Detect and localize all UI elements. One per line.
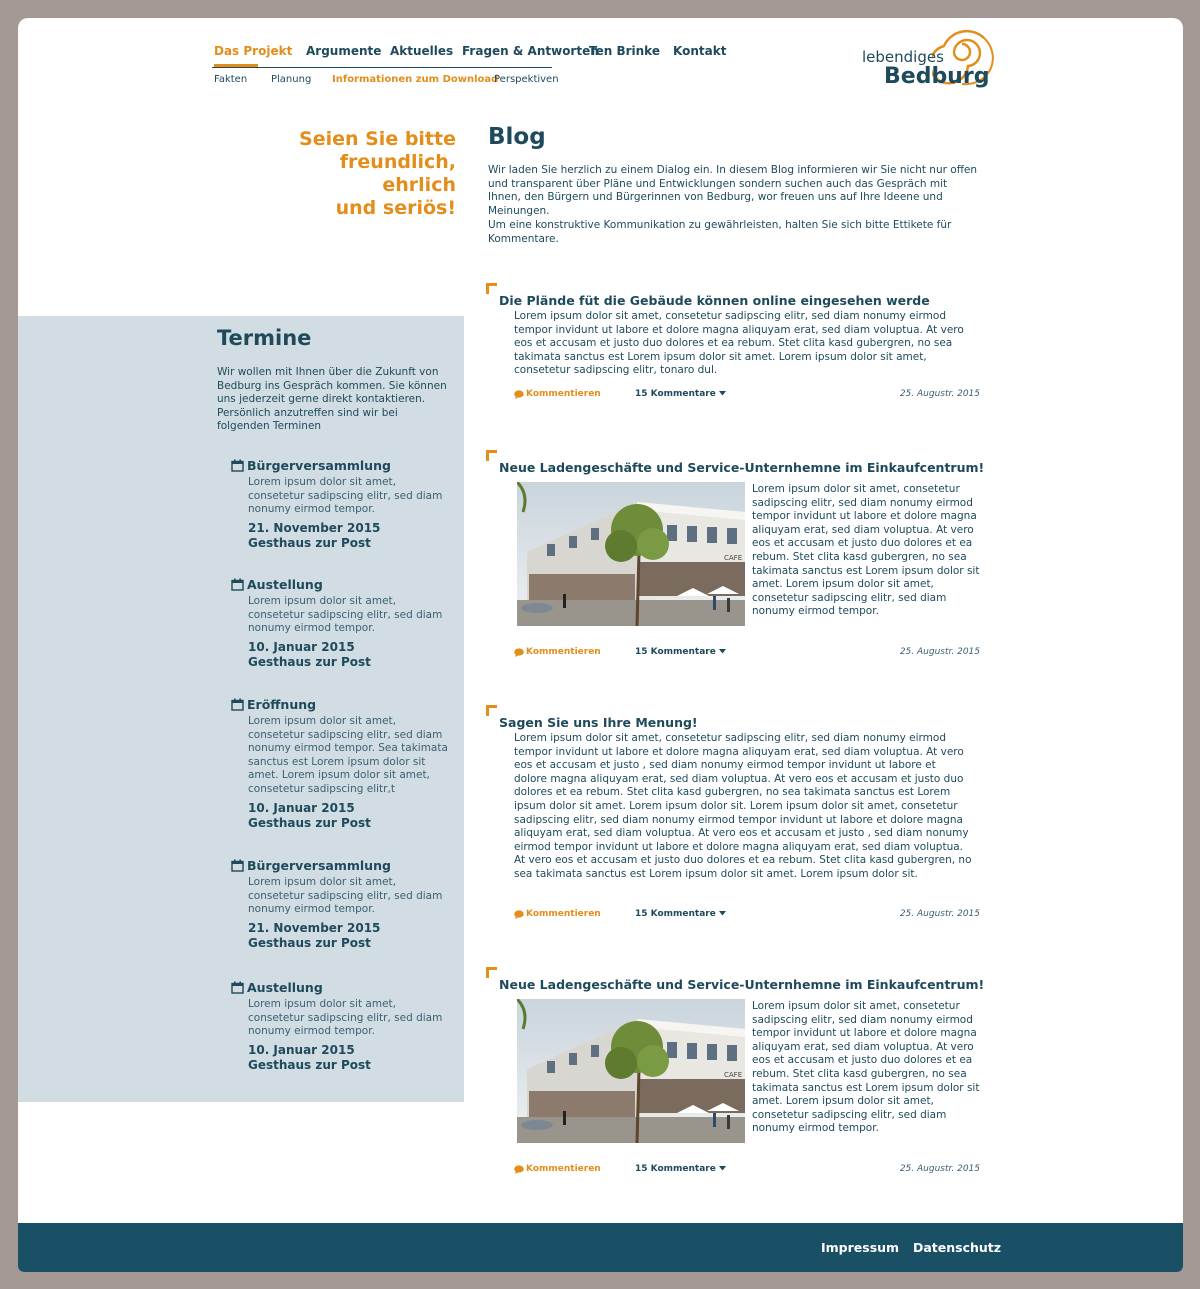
slogan-line: freundlich, bbox=[339, 151, 456, 173]
page-frame bbox=[18, 18, 1183, 1272]
blog-intro-paragraph: Um eine konstruktive Kommunikation zu gewährleisten, halten Sie sich bitte Ettikete für Kommentare. bbox=[488, 218, 952, 245]
comment-count-dropdown[interactable] bbox=[635, 909, 726, 919]
nav-item-fragen-antworten[interactable]: Fragen & Antworten bbox=[462, 44, 599, 58]
nav-item-ten-brinke[interactable]: Ten Brinke bbox=[589, 44, 660, 58]
event-description: Lorem ipsum dolor sit amet, consetetur sadipscing elitr, sed diam nonumy eirmod tempor. Sea takimata sanctus est Lorem ipsum dolor sit amet. Lorem ipsum dolor sit amet, consetetur sadipscing elitr,t bbox=[248, 715, 448, 795]
comment-count: 15 Kommentare bbox=[635, 647, 716, 657]
post-date: 25. Augustr. 2015 bbox=[899, 909, 980, 919]
event-header bbox=[231, 458, 453, 473]
event-date: 21. November 2015 bbox=[248, 920, 381, 935]
event-header bbox=[231, 980, 453, 995]
cafe-sign: CAFE bbox=[724, 554, 743, 562]
blog-intro-paragraph: Wir laden Sie herzlich zu einem Dialog ein. In diesem Blog informieren wir Sie nicht nur offen und transparent über Pläne und Entwicklungen sondern suchen auch das Gespräch mit Ihnen, den Bürgern und Bürgerinnen von Bedburg, wor freuen uns auf Ihre Ideene und Meinungen. bbox=[488, 164, 978, 218]
caret-down-icon bbox=[719, 911, 726, 916]
post-text: Lorem ipsum dolor sit amet, consetetur sadipscing elitr, sed diam nonumy eirmod tempor invidunt ut labore et dolore magna aliquyam erat, sed diam voluptua. At vero eos et accusam et justo , sed diam nonumy eirmod tempor invidunt ut labore et dolore magna aliquyam erat, sed diam voluptua. At vero eos et accusam et justo duo dolores et ea rebum. Stet clita kasd gubergren, no sea takimata sanctus est Lorem ipsum dolor sit amet. Lorem ipsum dolor sit. Lorem ipsum dolor sit amet, consetetur sadipscing elitr, sed diam nonumy eirmod tempor invidunt ut labore et dolore magna aliquyam erat, sed diam voluptua. At vero eos et accusam et justo , sed diam nonumy eirmod tempor invidunt ut labore et dolore magna aliquyam erat, sed diam voluptua. At vero eos et accusam et justo duo dolores et ea rebum. Stet clita kasd gubergren, no sea takimata sanctus est Lorem ipsum dolor sit amet. Lorem ipsum dolor sit. bbox=[514, 732, 972, 880]
post-corner-mark bbox=[486, 283, 497, 294]
caret-down-icon bbox=[719, 649, 726, 654]
comment-count-dropdown[interactable] bbox=[635, 389, 726, 399]
calendar-icon bbox=[231, 859, 244, 872]
logo-text-big: Bedburg bbox=[884, 64, 990, 89]
subnav-item-planung[interactable]: Planung bbox=[271, 74, 312, 85]
speech-bubble-icon bbox=[514, 910, 524, 919]
event-header bbox=[231, 577, 453, 592]
post-image-building bbox=[517, 999, 745, 1143]
slogan-line: ehrlich bbox=[382, 174, 456, 196]
speech-bubble-icon bbox=[514, 1165, 524, 1174]
event-place: Gesthaus zur Post bbox=[248, 1058, 371, 1073]
logo-text-small: lebendiges bbox=[862, 48, 944, 66]
event-place: Gesthaus zur Post bbox=[248, 816, 371, 831]
event-place: Gesthaus zur Post bbox=[248, 655, 371, 670]
nav-item-argumente[interactable]: Argumente bbox=[306, 44, 382, 58]
post-title[interactable]: Sagen Sie uns Ihre Menung! bbox=[499, 715, 698, 730]
event-place: Gesthaus zur Post bbox=[248, 936, 371, 951]
subnav-item-fakten[interactable]: Fakten bbox=[214, 74, 248, 85]
caret-down-icon bbox=[719, 1166, 726, 1171]
post-corner-mark bbox=[486, 450, 497, 461]
termine-intro: Wir wollen mit Ihnen über die Zukunft von Bedburg ins Gespräch kommen. Sie können uns jederzeit gerne direkt kontaktieren. Persönlich anzutreffen sind wir bei folgenden Terminen bbox=[217, 366, 447, 433]
calendar-icon bbox=[231, 698, 244, 711]
event-title: Bürgerversammlung bbox=[247, 858, 391, 873]
post-corner-mark bbox=[486, 705, 497, 716]
post-text: Lorem ipsum dolor sit amet, consetetur sadipscing elitr, sed diam nonumy eirmod tempor invidunt ut labore et dolore magna aliquyam erat, sed diam voluptua. At vero eos et accusam et justo duo dolores et ea rebum. Stet clita kasd gubergren, no sea takimata sanctus est Lorem ipsum dolor sit amet. Lorem ipsum dolor sit amet, consetetur sadipscing elitr, sed diam nonumy eirmod tempor. bbox=[752, 1000, 980, 1135]
comment-count-dropdown[interactable] bbox=[635, 647, 726, 657]
post-title[interactable]: Die Plände füt die Gebäude können online eingesehen werde bbox=[499, 293, 930, 308]
calendar-icon bbox=[231, 578, 244, 591]
post-text: Lorem ipsum dolor sit amet, consetetur sadipscing elitr, sed diam nonumy eirmod tempor invidunt ut labore et dolore magna aliquyam erat, sed diam voluptua. At vero eos et accusam et justo duo dolores et ea rebum. Stet clita kasd gubergren, no sea takimata sanctus est Lorem ipsum dolor sit amet. Lorem ipsum dolor sit amet, consetetur sadipscing elitr, tonaro dul. bbox=[514, 310, 964, 377]
nav-item-das-projekt[interactable]: Das Projekt bbox=[214, 44, 293, 58]
event-description: Lorem ipsum dolor sit amet, consetetur sadipscing elitr, sed diam nonumy eirmod tempor. bbox=[248, 876, 443, 916]
post-footer bbox=[514, 1164, 980, 1178]
event-item bbox=[231, 858, 453, 952]
event-title: Austellung bbox=[247, 980, 323, 995]
event-date: 10. Januar 2015 bbox=[248, 800, 355, 815]
comment-count-dropdown[interactable] bbox=[635, 1164, 726, 1174]
event-title: Austellung bbox=[247, 577, 323, 592]
comment-button[interactable] bbox=[514, 1164, 601, 1174]
comment-button[interactable] bbox=[514, 647, 601, 657]
comment-button[interactable] bbox=[514, 909, 601, 919]
comment-label: Kommentieren bbox=[526, 647, 601, 657]
post-footer bbox=[514, 909, 980, 923]
nav-item-aktuelles[interactable]: Aktuelles bbox=[390, 44, 454, 58]
blog-intro bbox=[488, 164, 978, 246]
comment-count: 15 Kommentare bbox=[635, 389, 716, 399]
footer-link-impressum[interactable]: Impressum bbox=[821, 1240, 900, 1255]
post-image[interactable] bbox=[517, 482, 745, 626]
slogan bbox=[258, 128, 456, 220]
event-item bbox=[231, 458, 453, 552]
calendar-icon bbox=[231, 981, 244, 994]
event-date: 21. November 2015 bbox=[248, 520, 381, 535]
event-description: Lorem ipsum dolor sit amet, consetetur sadipscing elitr, sed diam nonumy eirmod tempor. bbox=[248, 476, 443, 516]
comment-count: 15 Kommentare bbox=[635, 1164, 716, 1174]
event-date: 10. Januar 2015 bbox=[248, 639, 355, 654]
cafe-sign: CAFE bbox=[724, 1071, 743, 1079]
post-date: 25. Augustr. 2015 bbox=[899, 647, 980, 657]
post-image-building bbox=[517, 482, 745, 626]
event-date: 10. Januar 2015 bbox=[248, 1042, 355, 1057]
event-title: Bürgerversammlung bbox=[247, 458, 391, 473]
termine-title: Termine bbox=[217, 326, 312, 350]
nav-divider bbox=[212, 67, 552, 68]
comment-button[interactable] bbox=[514, 389, 601, 399]
slogan-line: und seriös! bbox=[335, 197, 456, 219]
comment-label: Kommentieren bbox=[526, 1164, 601, 1174]
site-logo[interactable] bbox=[858, 24, 994, 100]
calendar-icon bbox=[231, 459, 244, 472]
speech-bubble-icon bbox=[514, 390, 524, 399]
post-title[interactable]: Neue Ladengeschäfte und Service-Unternhemne im Einkaufcentrum! bbox=[499, 460, 985, 475]
slogan-line: Seien Sie bitte bbox=[299, 128, 456, 150]
termine-sidebar bbox=[18, 316, 464, 1102]
comment-label: Kommentieren bbox=[526, 909, 601, 919]
event-item bbox=[231, 697, 453, 832]
post-corner-mark bbox=[486, 967, 497, 978]
post-date: 25. Augustr. 2015 bbox=[899, 389, 980, 399]
post-image[interactable] bbox=[517, 999, 745, 1143]
event-description: Lorem ipsum dolor sit amet, consetetur sadipscing elitr, sed diam nonumy eirmod tempor. bbox=[248, 998, 443, 1038]
site-footer bbox=[18, 1223, 1183, 1272]
event-title: Eröffnung bbox=[247, 697, 317, 712]
footer-link-datenschutz[interactable]: Datenschutz bbox=[913, 1240, 1002, 1255]
event-place: Gesthaus zur Post bbox=[248, 536, 371, 551]
post-text: Lorem ipsum dolor sit amet, consetetur sadipscing elitr, sed diam nonumy eirmod tempor invidunt ut labore et dolore magna aliquyam erat, sed diam voluptua. At vero eos et accusam et justo duo dolores et ea rebum. Stet clita kasd gubergren, no sea takimata sanctus est Lorem ipsum dolor sit amet. Lorem ipsum dolor sit amet, consetetur sadipscing elitr, sed diam nonumy eirmod tempor. bbox=[752, 483, 980, 618]
post-footer bbox=[514, 647, 980, 661]
post-footer bbox=[514, 389, 980, 403]
event-item bbox=[231, 577, 453, 671]
event-item bbox=[231, 980, 453, 1074]
subnav-item-download[interactable]: Informationen zum Download bbox=[332, 74, 499, 85]
post-date: 25. Augustr. 2015 bbox=[899, 1164, 980, 1174]
blog-title: Blog bbox=[488, 124, 546, 150]
comment-label: Kommentieren bbox=[526, 389, 601, 399]
subnav-item-perspektiven[interactable]: Perspektiven bbox=[494, 74, 559, 85]
event-description: Lorem ipsum dolor sit amet, consetetur sadipscing elitr, sed diam nonumy eirmod tempor. bbox=[248, 595, 443, 635]
speech-bubble-icon bbox=[514, 648, 524, 657]
post-title[interactable]: Neue Ladengeschäfte und Service-Unternhemne im Einkaufcentrum! bbox=[499, 977, 985, 992]
caret-down-icon bbox=[719, 391, 726, 396]
event-header bbox=[231, 697, 453, 712]
nav-item-kontakt[interactable]: Kontakt bbox=[673, 44, 727, 58]
comment-count: 15 Kommentare bbox=[635, 909, 716, 919]
event-header bbox=[231, 858, 453, 873]
